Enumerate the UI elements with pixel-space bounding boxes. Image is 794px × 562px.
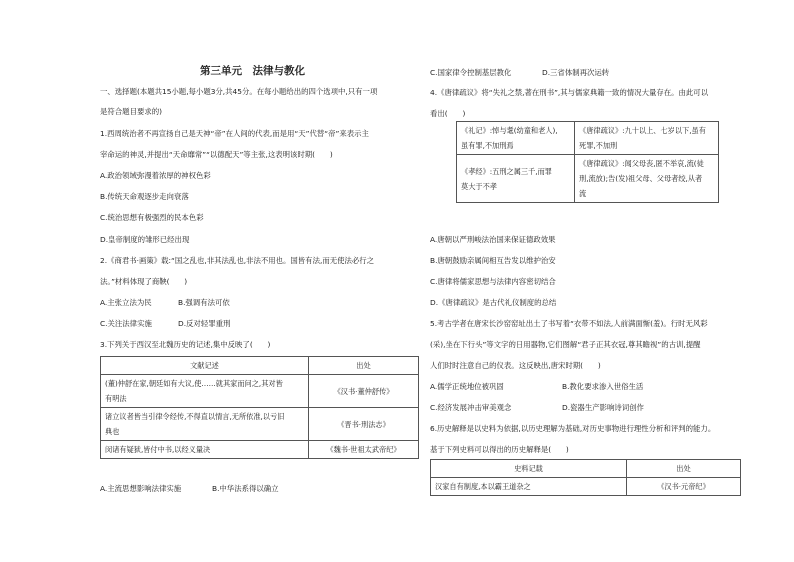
q5-option-a: A.儒学正统地位被巩固 — [430, 382, 504, 391]
cell-text: 《孝经》:五刑之属三千,而罪 — [461, 166, 552, 176]
q4-stem-cont: 看出( ) — [430, 109, 466, 118]
table-row — [431, 478, 741, 496]
table-cell — [101, 375, 309, 408]
q4-option-c: C.唐律将儒家思想与法律内容密切结合 — [430, 277, 556, 286]
cell-text: 莫大于不孝 — [461, 181, 497, 191]
q6-stem-cont: 基于下列史料可以得出的历史解释是( ) — [430, 445, 569, 454]
table-cell-source: 《魏书·世祖太武帝纪》 — [309, 441, 419, 459]
q5-option-c: C.经济发展冲击审美观念 — [430, 403, 512, 412]
cell-text: 典也 — [105, 427, 120, 436]
q5-stem: 5.考古学者在唐宋长沙窑窑址出土了书写着“衣带不如法,人前满面惭(羞)。行时无风彩 — [430, 319, 708, 328]
q4-option-b: B.唐朝鼓励亲属间相互告发以维护治安 — [430, 256, 556, 265]
table-cell: 闵诸有疑狱,皆付中书,以经义量决 — [101, 441, 309, 459]
table-header-row — [431, 460, 741, 478]
q1-stem-cont: 宰命运的神灵,并提出“天命靡常”“以德配天”等主张,这表明该时期( ) — [100, 150, 333, 159]
table-cell-source: 《汉书·董仲舒传》 — [309, 375, 419, 408]
q1-option-a: A.政治领域弥漫着浓厚的神权色彩 — [100, 171, 211, 180]
q2-stem: 2.《商君书·画策》载:“国之乱也,非其法乱也,非法不用也。国皆有法,而无使法必行之 — [100, 256, 375, 265]
table-cell — [457, 155, 575, 203]
cell-text: (董)仲舒在家,朝廷如有大议,使……就其家而问之,其对皆 — [105, 379, 283, 388]
cell-text: 流 — [579, 189, 587, 198]
q3-option-d: D.三省体制再次运转 — [542, 68, 610, 77]
cell-text: 《唐律疏议》:闻父母丧,匿不举哀,流(徒 — [579, 159, 704, 168]
q3-stem: 3.下列关于西汉至北魏历史的记述,集中反映了( ) — [100, 340, 271, 349]
cell-text: 《唐律疏议》:九十以上、七岁以下,虽有 — [579, 126, 706, 135]
q1-option-d: D.皇帝制度的雏形已经出现 — [100, 235, 190, 244]
table-row — [101, 375, 419, 408]
q4-table — [456, 121, 719, 203]
q6-stem: 6.历史解释是以史料为依据,以历史理解为基础,对历史事物进行理性分析和评判的能力。 — [430, 424, 716, 433]
q1-stem: 1.西周统治者不再宣扬自己是天神“帝”在人间的代表,而是用“天”代替“帝”来表示主 — [100, 129, 369, 138]
table-header: 文献记述 — [101, 357, 309, 375]
section-heading-cont: 是符合题目要求的) — [100, 107, 163, 116]
q4-option-a: A.唐朝以严刑峻法治国来保证德政效果 — [430, 235, 556, 244]
q4-stem: 4.《唐律疏议》将“失礼之禁,著在刑书”,其与儒家典籍一致的情况大量存在。由此可以 — [430, 88, 709, 97]
table-header-row — [101, 357, 419, 375]
table-cell — [575, 122, 719, 155]
table-row — [101, 441, 419, 459]
table-header: 出处 — [627, 460, 741, 478]
cell-text: 有明法 — [105, 394, 127, 403]
table-cell-source: 《汉书·元帝纪》 — [627, 478, 741, 496]
table-cell — [575, 155, 719, 203]
q2-option-a: A.主张立法为民 — [100, 298, 152, 307]
table-header: 史料记载 — [431, 460, 627, 478]
q4-option-d: D.《唐律疏议》是古代礼仪制度的总结 — [430, 298, 557, 307]
q5-option-d: D.瓷器生产影响诗词创作 — [562, 403, 644, 412]
q5-option-b: B.教化要求渗入世俗生活 — [562, 382, 644, 391]
q2-stem-cont: 法。”材料体现了商鞅( ) — [100, 277, 188, 286]
q5-stem-cont: 人们时时注意自己的仪表。这反映出,唐宋时期( ) — [430, 361, 601, 370]
q1-option-c: C.统治思想有极强烈的民本色彩 — [100, 213, 204, 222]
q3-table — [100, 356, 419, 459]
q2-option-b: B.强调有法可依 — [178, 298, 230, 307]
table-row — [457, 155, 719, 203]
section-heading: 一、选择题(本题共15小题,每小题3分,共45分。在每小题给出的四个选项中,只有一项 — [100, 87, 378, 96]
unit-title: 第三单元 法律与教化 — [200, 65, 305, 77]
table-header: 出处 — [309, 357, 419, 375]
q3-option-c: C.国家律令控制基层教化 — [430, 68, 512, 77]
table-cell-source: 《晋书·刑法志》 — [309, 408, 419, 441]
q2-option-d: D.反对轻罪重刑 — [178, 319, 231, 328]
table-cell — [457, 122, 575, 155]
cell-text: 诸立议者皆当引律令经传,不得直以情言,无所依准,以亏旧 — [105, 412, 285, 421]
q3-option-b: B.中华法系得以确立 — [212, 484, 279, 493]
q5-stem-cont: (采),坐在下行头”等文字的日用器物,它们图解“君子正其衣冠,尊其瞻视”的古训,提醒 — [430, 340, 701, 349]
cell-text: 刑,流放);告(发)祖父母、父母者绞,从者 — [579, 174, 703, 183]
q2-option-c: C.关注法律实施 — [100, 319, 152, 328]
table-row — [101, 408, 419, 441]
cell-text: 《礼记》:悼与耄(幼童和老人), — [461, 126, 558, 135]
q3-option-a: A.主流思想影响法律实施 — [100, 484, 182, 493]
table-cell — [101, 408, 309, 441]
table-row — [457, 122, 719, 155]
q6-table — [430, 459, 741, 496]
cell-text: 虽有罪,不加刑焉 — [461, 141, 514, 150]
table-cell: 汉家自有制度,本以霸王道杂之 — [431, 478, 627, 496]
q1-option-b: B.传统天命观逐步走向衰落 — [100, 192, 189, 201]
cell-text: 死罪,不加刑 — [579, 141, 618, 150]
